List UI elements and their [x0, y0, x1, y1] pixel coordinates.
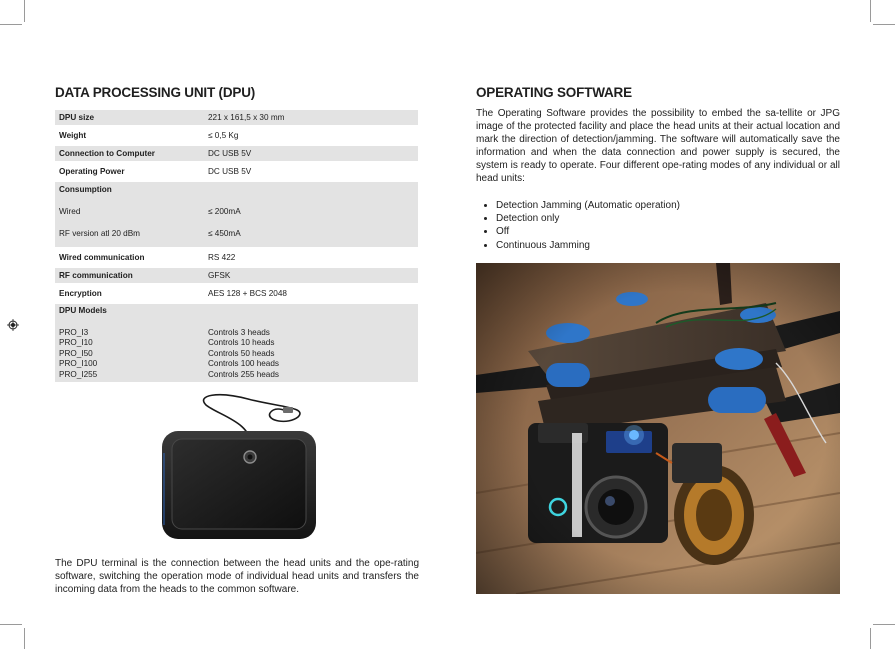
- consumption-rf-label: RF version atl 20 dBm: [59, 229, 140, 238]
- list-item: • Detection Jamming (Automatic operation): [496, 199, 680, 212]
- spec-row: [55, 146, 418, 161]
- dpu-spec-table: [55, 107, 418, 385]
- spec-value: GFSK: [204, 268, 418, 283]
- list-item: • Continuous Jamming: [496, 239, 680, 252]
- operating-modes-list: [482, 199, 680, 252]
- software-description: The Operating Software provides the possibility to embed the sa-tellite or JPG image of the protected facility and place the head units at their actual location and mark the direction of detection/jamming. The software will automatically save the information and when the data connection and power supply is secured, the system is ready to operate. Four different ope-rating modes of any individual or all head units:: [476, 108, 840, 184]
- crop-mark: [873, 24, 895, 25]
- crop-mark: [873, 624, 895, 625]
- spec-value: ≤ 0,5 Kg: [208, 131, 239, 140]
- model-name: PRO_I3: [59, 327, 89, 337]
- spec-label: Operating Power: [59, 167, 125, 176]
- models-row: [55, 304, 418, 382]
- model-controls: Controls 255 heads: [208, 369, 280, 379]
- software-heading: OPERATING SOFTWARE: [476, 85, 632, 100]
- crop-mark: [0, 24, 22, 25]
- model-controls: Controls 10 heads: [208, 338, 275, 347]
- spec-value: DC USB 5V: [204, 146, 418, 161]
- dpu-heading: DATA PROCESSING UNIT (DPU): [55, 85, 256, 100]
- crop-mark: [0, 624, 22, 625]
- crop-mark: [870, 0, 871, 22]
- model-name: PRO_I100: [59, 359, 98, 368]
- list-item: • Detection only: [496, 212, 680, 225]
- spec-label: Connection to Computer: [55, 146, 204, 161]
- model-name: PRO_I50: [59, 348, 93, 358]
- consumption-row: [55, 182, 418, 247]
- crop-mark: [24, 0, 25, 22]
- spec-row: [55, 164, 418, 179]
- spec-value: RS 422: [208, 253, 236, 262]
- list-item: • Off: [496, 225, 680, 238]
- consumption-wired-value: ≤ 200mA: [208, 207, 241, 216]
- consumption-label: Consumption: [59, 185, 112, 194]
- head-unit-photo: [476, 263, 840, 594]
- spec-label: Weight: [59, 131, 87, 140]
- spec-value: DC USB 5V: [208, 167, 252, 176]
- spec-label: DPU size: [55, 110, 204, 125]
- spec-row: [55, 286, 418, 301]
- spec-row: [55, 110, 418, 125]
- spec-value: AES 128 + BCS 2048: [208, 289, 287, 298]
- models-label: DPU Models: [59, 306, 107, 315]
- model-controls: Controls 3 heads: [208, 327, 270, 337]
- spec-value: 221 x 161,5 x 30 mm: [204, 110, 418, 125]
- dpu-description: The DPU terminal is the connection between the head units and the ope-rating software, switching the operation mode of individual head units and transfers the incoming data from the heads to the common software.: [55, 558, 419, 595]
- model-controls: Controls 100 heads: [208, 359, 280, 368]
- spec-label: Wired communication: [59, 253, 145, 262]
- model-name: PRO_I255: [59, 369, 98, 379]
- crop-mark: [870, 628, 871, 649]
- crop-mark: [24, 628, 25, 649]
- registration-mark-icon: [7, 319, 19, 331]
- spec-label: Encryption: [59, 289, 102, 298]
- consumption-rf-value: ≤ 450mA: [208, 229, 241, 238]
- spec-label: RF communication: [55, 268, 204, 283]
- model-controls: Controls 50 heads: [208, 348, 275, 358]
- spec-row: [55, 250, 418, 265]
- spec-row: [55, 268, 418, 283]
- spec-row: [55, 128, 418, 143]
- dpu-terminal-image: [158, 393, 320, 543]
- model-name: PRO_I10: [59, 338, 93, 347]
- consumption-wired-label: Wired: [59, 207, 81, 216]
